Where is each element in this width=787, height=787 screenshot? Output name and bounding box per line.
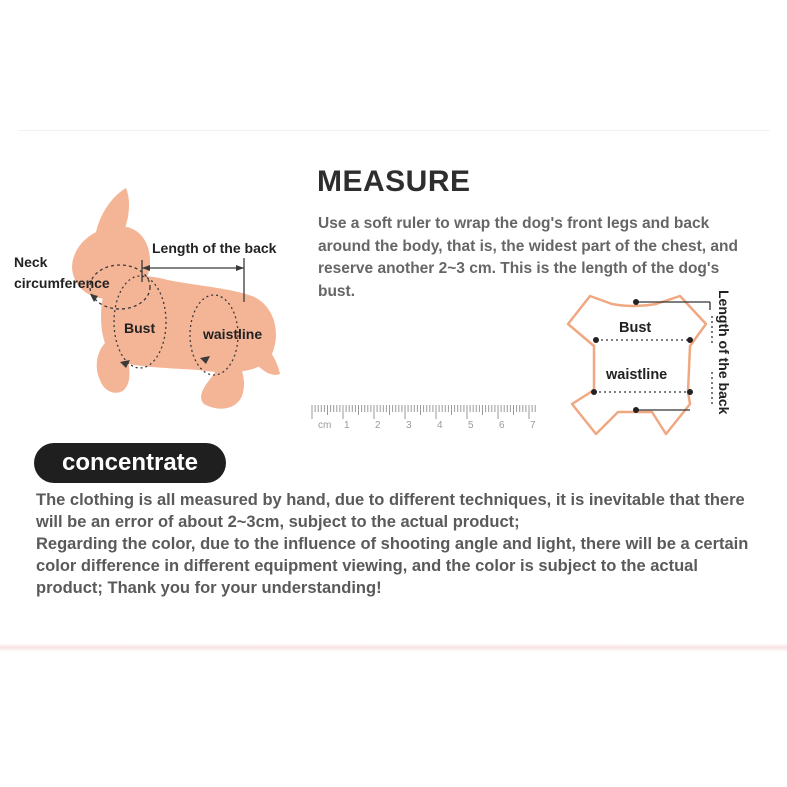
neck-label-line1: Neck (14, 254, 48, 270)
bottom-divider (0, 643, 787, 652)
ruler-number-1: 1 (344, 420, 350, 431)
bust-label: Bust (124, 320, 156, 336)
back-length-label: Length of the back (152, 240, 277, 256)
measure-description: Use a soft ruler to wrap the dog's front legs and back around the body, that is, the widest part of the chest, and reserve another 2~3 cm. This is the length of the dog's bust. (318, 215, 738, 300)
neck-label-line2: circumference (14, 275, 110, 291)
garment-waistline-label: waistline (606, 367, 668, 383)
ruler-unit: cm (318, 420, 332, 431)
ruler-number-5: 5 (468, 420, 474, 431)
measure-title: MEASURE (317, 165, 471, 198)
ruler-number-7: 7 (530, 420, 536, 431)
ruler-number-3: 3 (406, 420, 412, 431)
ruler-number-4: 4 (437, 420, 443, 431)
notice-paragraph-1: The clothing is all measured by hand, due to different techniques, it is inevitable that there will be an error of about 2~3cm, subject to the actual product; (36, 491, 745, 531)
garment-back-length-label: Length of the back (716, 290, 732, 415)
ruler-number-2: 2 (375, 420, 381, 431)
notice-paragraph-2: Regarding the color, due to the influence of shooting angle and light, there will be a certain color difference in different equipment viewing, and the color is subject to the actual product; Thank you for your understanding! (36, 535, 749, 597)
waistline-label: waistline (203, 326, 263, 342)
garment-bust-label: Bust (619, 320, 652, 336)
ruler-number-6: 6 (499, 420, 505, 431)
concentrate-heading: concentrate (34, 443, 226, 483)
notice-text (36, 489, 766, 599)
